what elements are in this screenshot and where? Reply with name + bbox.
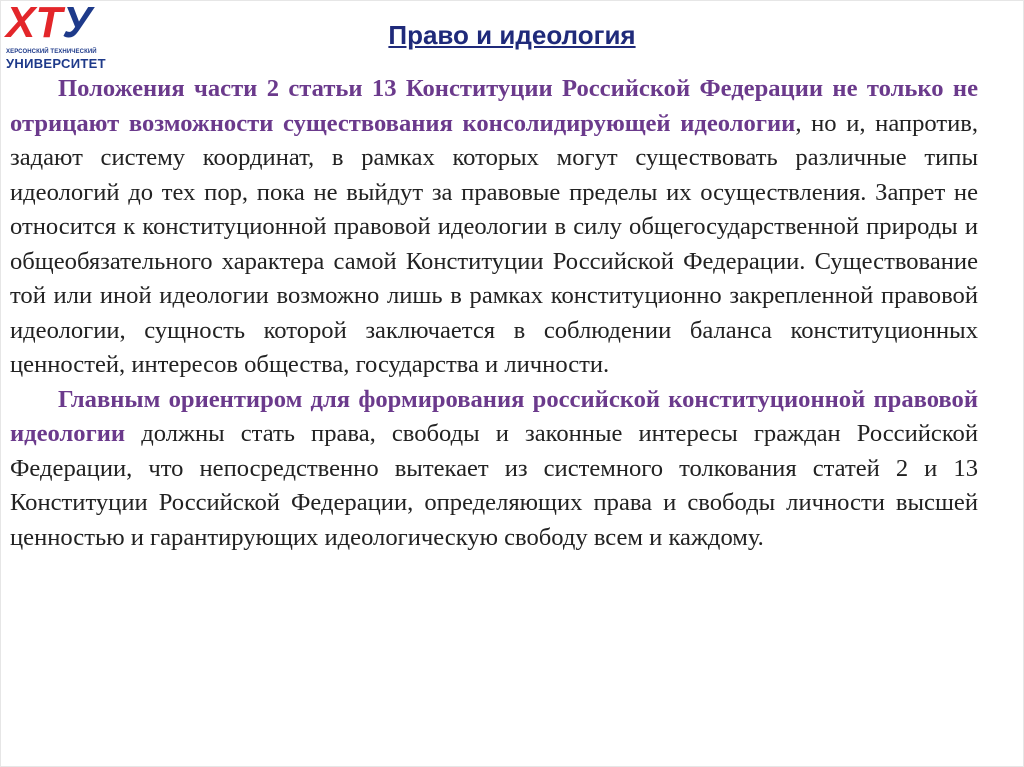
logo-caption-bottom: УНИВЕРСИТЕТ <box>6 56 106 71</box>
slide-body <box>10 72 978 555</box>
paragraph-2-highlight: Главным ориентиром для формирования российской конституционной правовой идеологии <box>10 385 978 447</box>
paragraph-2 <box>10 383 978 556</box>
logo-letter: Т <box>35 0 61 47</box>
paragraph-1-highlight: Положения части 2 статьи 13 Конституции Российской Федерации не только не отрицают возможности существования консолидирующей идеологии <box>10 75 978 137</box>
paragraph-2-text: должны стать права, свободы и законные интересы граждан Российской Федерации, что непосредственно вытекает из системного толкования статей 2 и 13 Конституции Российской Федерации, определяющих права и свободы личности высшей ценностью и гарантирующих идеологическую свободу всем и каждому. <box>10 420 978 551</box>
logo-caption-top: ХЕРСОНСКИЙ ТЕХНИЧЕСКИЙ <box>6 49 97 55</box>
paragraph-1 <box>10 72 978 383</box>
logo-letter: Х <box>6 0 34 47</box>
logo-letter: У <box>62 0 91 47</box>
paragraph-1-text: , но и, напротив, задают систему координат, в рамках которых могут существовать различные типы идеологий до тех пор, пока не выйдут за правовые пределы их осуществления. Запрет не относится к конституционной правовой идеологии в силу общегосударственной природы и общеобязательного характера самой Конституции Российской Федерации. Существование той или иной идеологии возможно лишь в рамках конституционно закрепленной правовой идеологии, сущность которой заключается в соблюдении баланса конституционных ценностей, интересов общества, государства и личности. <box>10 109 979 378</box>
slide-title: Право и идеология <box>388 20 636 50</box>
